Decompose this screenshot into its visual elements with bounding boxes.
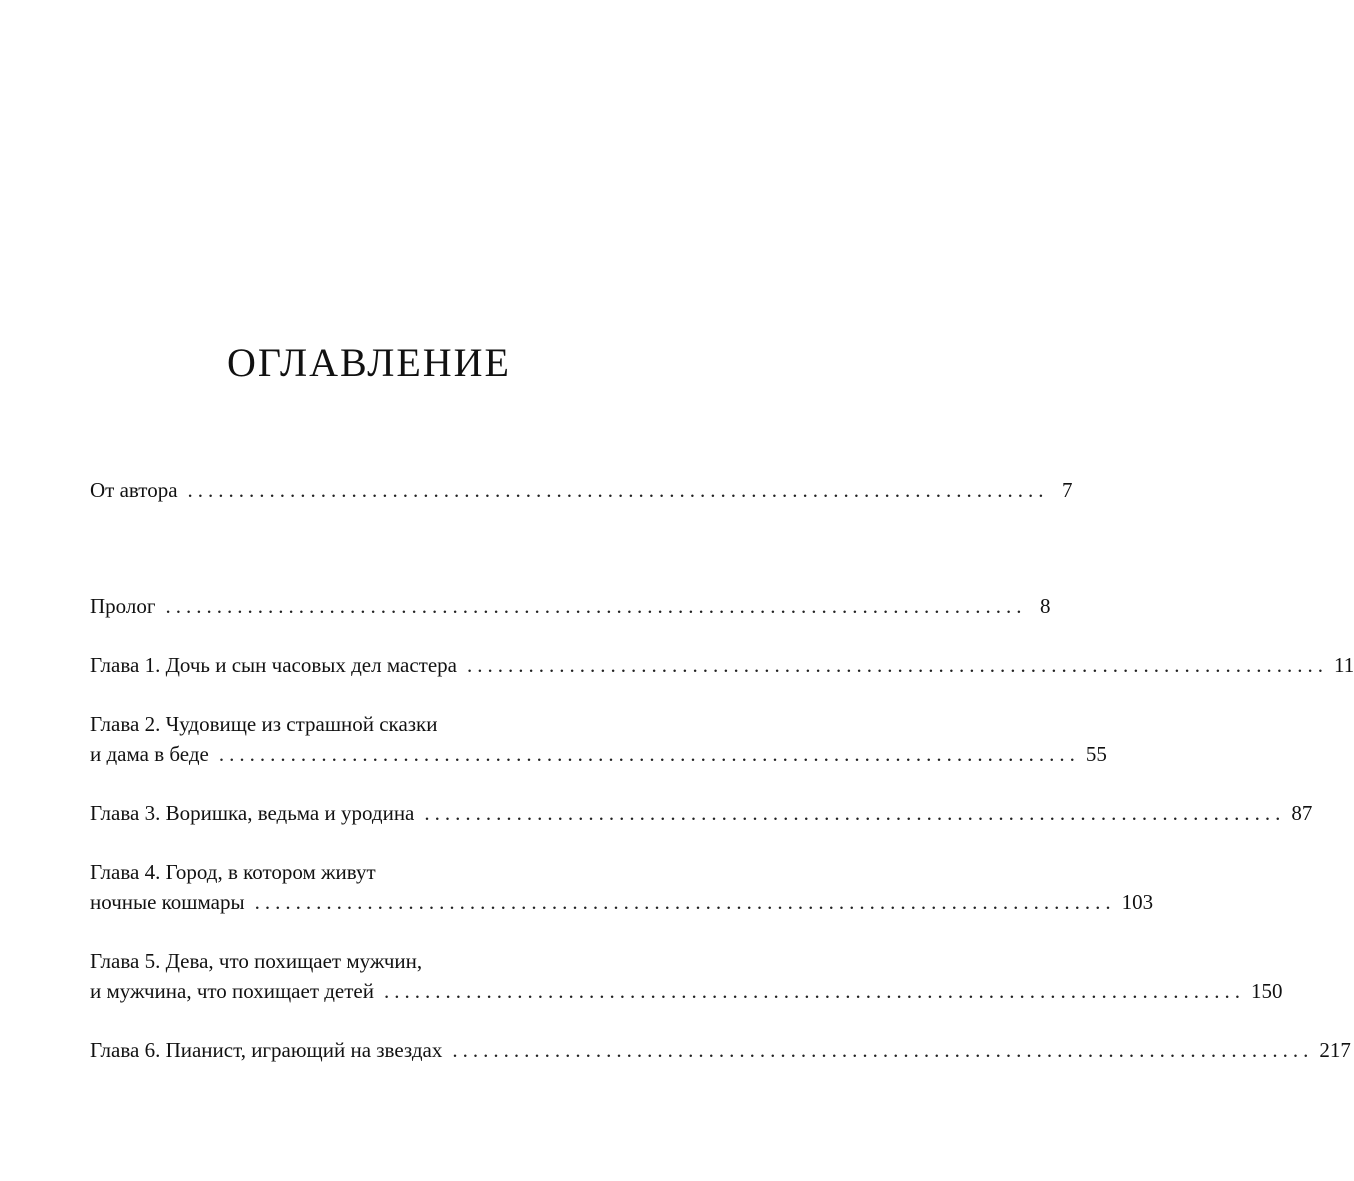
toc-entry-chapter-2 bbox=[90, 709, 1107, 769]
toc-entry-title: Глава 3. Воришка, ведьма и уродина bbox=[90, 801, 415, 825]
toc-entry-title: Глава 1. Дочь и сын часовых дел мастера bbox=[90, 653, 457, 677]
toc-entry-chapter-6 bbox=[90, 1035, 1351, 1065]
toc-entry-title-line: и мужчина, что похищает детей bbox=[90, 979, 374, 1003]
toc-entry-chapter-4 bbox=[90, 857, 1154, 917]
toc-entry-title-line: ночные кошмары bbox=[90, 890, 245, 914]
toc-entry-title-line: Глава 5. Дева, что похищает мужчин, bbox=[90, 949, 423, 973]
dot-leader: .................................................................................... bbox=[424, 801, 1286, 825]
toc-entry-chapter-1 bbox=[90, 650, 1354, 680]
toc-entry-title-line: и дама в беде bbox=[90, 742, 209, 766]
toc-entry-chapter-3 bbox=[90, 798, 1313, 828]
dot-leader: .................................................................................... bbox=[165, 594, 1027, 618]
toc-entry-title-line: Глава 2. Чудовище из страшной сказки bbox=[90, 712, 438, 736]
toc-page-number: 11 bbox=[1333, 653, 1354, 677]
dot-leader: .................................................................................... bbox=[384, 979, 1245, 1003]
toc-entry-title: Пролог bbox=[90, 594, 156, 618]
page-title: ОГЛАВЛЕНИЕ bbox=[227, 340, 511, 385]
toc-page-number: 55 bbox=[1085, 742, 1107, 766]
toc-page-number: 7 bbox=[1062, 478, 1073, 502]
toc-entry-prologue bbox=[90, 591, 1051, 621]
toc-entry-from-author bbox=[90, 475, 1073, 505]
toc-page-number: 8 bbox=[1039, 594, 1051, 618]
toc-page-number: 103 bbox=[1121, 890, 1154, 914]
toc-entry-title-line: Глава 4. Город, в котором живут bbox=[90, 860, 376, 884]
dot-leader: .................................................................................... bbox=[187, 478, 1049, 502]
toc-page-number: 150 bbox=[1251, 979, 1283, 1003]
dot-leader: .................................................................................... bbox=[452, 1038, 1314, 1062]
toc-entry-chapter-5 bbox=[90, 946, 1283, 1006]
dot-leader: .................................................................................... bbox=[254, 890, 1116, 914]
toc-page-number: 217 bbox=[1319, 1038, 1351, 1062]
dot-leader: .................................................................................... bbox=[466, 653, 1328, 677]
toc-entry-title: От автора bbox=[90, 478, 178, 502]
toc-page-number: 87 bbox=[1291, 801, 1313, 825]
dot-leader: .................................................................................... bbox=[218, 742, 1080, 766]
toc-entry-title: Глава 6. Пианист, играющий на звездах bbox=[90, 1038, 443, 1062]
